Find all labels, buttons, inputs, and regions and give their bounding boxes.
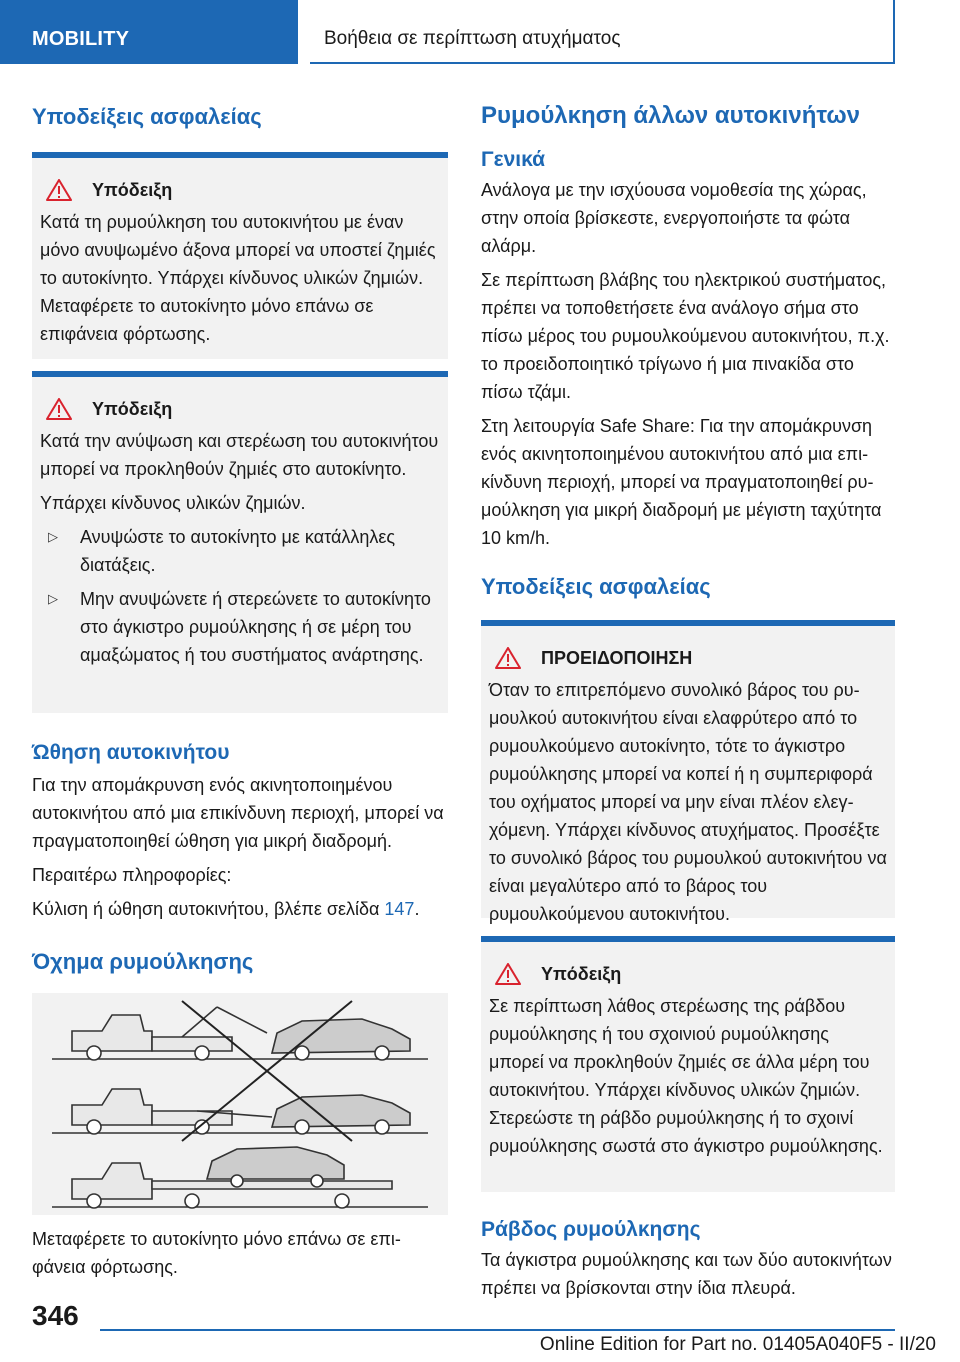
safety-heading-right: Υποδείξεις ασφαλείας [481,574,711,599]
edition-info: Online Edition for Part no. 01405A040F5 - II/20 [539,1334,936,1355]
reference-end: . [414,899,420,919]
tow-truck-illustration [32,993,448,1215]
note-text-2: Υπάρχει κίνδυνος υλικών ζημιών. [40,493,306,513]
more-info: Περαιτέρω πληροφορίες: [32,865,232,885]
note-box-3 [481,936,895,1192]
list-item [40,585,440,669]
warning-text: Όταν το επιτρεπόμενο συνολικό βάρος του ρυμουλκού αυτοκινήτου είναι ελαφρύτερο από το ρυμουλκούμενο αυτοκίνητο, τότε το άγκιστρο ρυμούλκησης μπορεί να κοπεί ή η συμπεριφορά του οχήματος μπορεί να μην είναι πλέον ελεγχόμενη. Υπάρχει κίνδυνος ατυχήματος. Προσέξτε το συνολικό βάρος του ρυμουλκού αυτοκινήτου να είναι μεγαλύτερο από το βάρος του ρυμουλκούμενου αυτοκινήτου. [489,680,887,924]
warning-triangle-icon [495,963,521,985]
reference-text: Κύλιση ή ώθηση αυτοκινήτου, βλέπε σελίδα [32,899,385,919]
page-reference [32,895,448,923]
general-heading: Γενικά [481,148,546,171]
warning-triangle-icon [46,179,72,201]
note-title: Υπόδειξη [92,399,173,419]
note-title: Υπόδειξη [92,180,173,200]
list-item [40,523,440,579]
tow-vehicle-diagram [32,993,448,1215]
warning-box [481,620,895,924]
warning-title: ΠΡΟΕΙΔΟΠΟΙΗΣΗ [541,648,693,668]
triangle-bullet-icon: ▷ [48,591,58,606]
right-column [481,98,895,1302]
rod-text: Τα άγκιστρα ρυμούλκησης και των δύο αυτοκινήτων πρέπει να βρίσκονται στην ίδια πλευρά. [481,1250,892,1298]
list-item-text: Μην ανυψώνετε ή στερεώνετε το αυτοκίνητο στο άγκιστρο ρυμούλκησης ή σε μέρη του αμαξώματος ή του συστήματος ανάρτησης. [80,589,431,665]
safety-heading-left: Υποδείξεις ασφαλείας [32,104,262,129]
section-tab: MOBILITY [0,0,298,64]
towing-heading: Ρυμούλκηση άλλων αυτοκινήτων [481,102,861,129]
note-text: Κατά τη ρυμούλκηση του αυτοκινήτου με έναν μόνο ανυψωμένο άξονα μπορεί να υποστεί ζημιές το αυτοκίνητο. Υπάρχει κίνδυνος υλικών ζημιών. Μεταφέρετε το αυτοκίνητο μόνο επάνω σε επιφάνεια φόρτωσης. [40,212,436,344]
page-link[interactable]: 147 [384,899,415,919]
paragraph-safe-share: Στη λειτουργία Safe Share: Για την απομάκρυνση ενός ακινητοποιημένου αυτοκινήτου από μια επικίνδυνη περιοχή, μπορεί να πραγματοποιηθεί ρυμούλκηση για μικρή διαδρομή με μέγιστη ταχύτητα 10 km/h. [481,416,882,548]
paragraph-electrical-failure: Σε περίπτωση βλάβης του ηλεκτρικού συστήματος, πρέπει να τοποθετήσετε ένα ανάλογο σήμα στο πίσω μέρος του ρυμουλκούμενου αυτοκινήτου, π.χ. το προειδοποιητικό τρίγωνο ή μια πινακίδα στο πίσω τζάμι. [481,270,890,402]
note-box-1 [32,152,448,359]
paragraph-hazard-lights: Ανάλογα με την ισχύουσα νομοθεσία της χώρας, στην οποία βρίσκεστε, ενεργοποιήστε τα φώτα αλάρμ. [481,180,867,256]
figure-caption: Μεταφέρετε το αυτοκίνητο μόνο επάνω σε επιφάνεια φόρτωσης. [32,1229,401,1277]
footer-divider [100,1329,895,1331]
warning-triangle-icon [495,647,521,669]
note-text: Σε περίπτωση λάθος στερέωσης της ράβδου ρυμούλκησης ή του σχοινιού ρυμούλκησης μπορεί να προκληθούν ζημιές σε άλλα μέρη του αυτοκινήτου. Υπάρχει κίνδυνος υλικών ζημιών. Στερεώστε τη ράβδο ρυμούλκησης ή το σχοινί ρυμούλκησης σωστά στο άγκιστρο ρυμούλκησης. [489,996,883,1156]
note-box-2 [32,371,448,713]
rod-heading: Ράβδος ρυμούλκησης [481,1218,701,1241]
note-text: Κατά την ανύψωση και στερέωση του αυτοκινήτου μπορεί να προκληθούν ζημιές στο αυτοκίνητο. [40,431,439,479]
warning-triangle-icon [46,398,72,420]
left-column [32,98,448,1281]
push-heading: Ώθηση αυτοκινήτου [32,741,230,764]
list-item-text: Ανυψώστε το αυτοκίνητο με κατάλληλες διατάξεις. [80,527,396,575]
push-text: Για την απομάκρυνση ενός ακινητοποιημένου αυτοκινήτου από μια επικίνδυνη περιοχή, μπορεί να πραγματοποιηθεί ώθηση για μικρή διαδρομή. [32,775,444,851]
vehicle-heading: Όχημα ρυμούλκησης [32,949,254,974]
page-number: 346 [32,1300,79,1331]
chapter-title: Βοήθεια σε περίπτωση ατυχήματος [310,0,895,64]
triangle-bullet-icon: ▷ [48,529,58,544]
note-title: Υπόδειξη [541,964,622,984]
